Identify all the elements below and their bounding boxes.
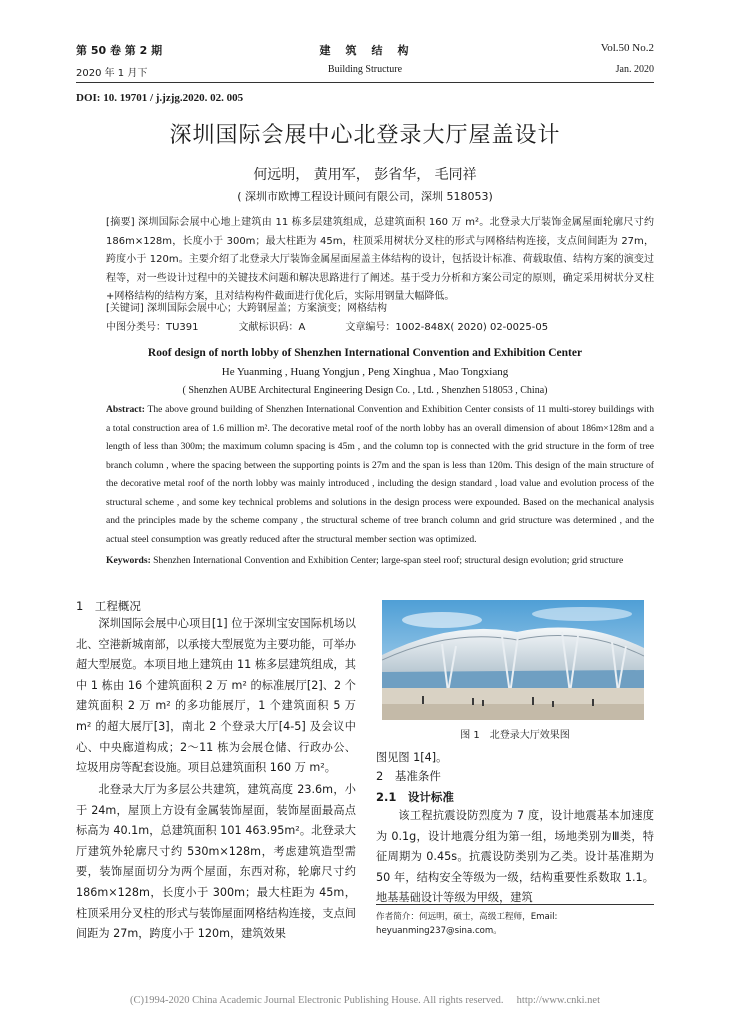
authors-cn: 何远明， 黄用军， 彭省华， 毛同祥 — [253, 167, 477, 183]
keywords-en — [106, 552, 654, 571]
lobby-rendering-illustration — [382, 600, 644, 720]
page-title: 深圳国际会展中心北登录大厅屋盖设计 — [169, 123, 561, 148]
authors-en: He Yuanming , Huang Yongjun , Peng Xinghua , Mao Tongxiang — [221, 366, 509, 378]
keywords-cn-text: 深圳国际会展中心；大跨钢屋盖；方案演变；网格结构 — [147, 303, 387, 314]
doi: DOI: 10. 19701 / j.jzjg.2020. 02. 005 — [76, 92, 244, 104]
journal-volume: 第 50 卷 第 2 期 — [76, 44, 163, 57]
journal-volume-en: Vol.50 No.2 — [600, 42, 654, 54]
header-rule — [76, 82, 654, 83]
abstract-en-text: The above ground building of Shenzhen International Convention and Exhibition Center consists of 11 multi-storey buildings with a total construction area of 1.6 million m². The decorative metal roof of the north lobby has an overall dimension of about 186m×128m and a length of less than 300m; the maximum column spacing is 45m , and the column top is connected with the grid structure in the form of tree branch column , where the spacing between the supporting points is 27m and the span is less than 120m. This design of the main structure of the decorative metal roof of the north lobby was mainly introduced , including the design standard , load value and evolution process of the structural scheme , and some key technical problems and solutions in the design process were expounded. Based on the mechanical analysis and the principles made by the scheme company , the structural scheme of tree branch column and grid structure was determined , and the actual steel consumption was greatly reduced after the structural member section was optimized. — [106, 404, 655, 545]
journal-date-en: Jan. 2020 — [615, 64, 654, 75]
classification-line: 中图分类号：TU391 文献标识码：A 文章编号：1002-848X( 2020) 02-0025-05 — [106, 322, 549, 333]
figure-1-image — [382, 600, 644, 720]
copyright-footer: (C)1994-2020 China Academic Journal Electronic Publishing House. All rights reserved. http://www.cnki.net — [130, 995, 600, 1006]
section-2-1-paragraph: 该工程抗震设防烈度为 7 度，设计地震基本加速度为 0.1g，设计地震分组为第一组，场地类别为Ⅲ类，特征周期为 0.45s。抗震设防类别为乙类。设计基准期为 50 年，结构安全等级为一级，结构重要性系数取 1.1。地基基础设计等级为甲级，建筑 — [376, 809, 654, 905]
keywords-cn-label: [关键词] — [106, 303, 144, 314]
abstract-cn-text: 深圳国际会展中心地上建筑由 11 栋多层建筑组成，总建筑面积 160 万 m²。北登录大厅装饰金属屋面轮廓尺寸约 186m×128m，长度小于 300m；最大柱距为 45m，柱顶采用树状分叉柱的形式与网格结构连接，支点间间距为 27m，跨度小于 120m。主要介绍了北登录大厅装饰金属屋面屋盖主体结构的设计，包括设计标准、荷载取值、结构方案的演变过程等，对一些设计过程中的关键技术问题和解决思路进行了阐述。基于受力分析和方案公司定的原则，确定采用树状分叉柱+网格结构的结构方案，且对结构构件截面进行优化后，实际用钢量大幅降低。 — [106, 217, 654, 303]
affiliation-en: ( Shenzhen AUBE Architectural Engineering Design Co. , Ltd. , Shenzhen 518053 , China) — [182, 385, 548, 396]
journal-name-en: Building Structure — [327, 64, 403, 75]
keywords-en-label: Keywords: — [106, 555, 151, 566]
abstract-cn-label: [摘要] — [106, 217, 135, 228]
keywords-en-text: Shenzhen International Convention and Exhibition Center; large-span steel roof; structural design evolution; grid structure — [153, 555, 624, 566]
journal-name-cn: 建 筑 结 构 — [319, 44, 411, 57]
abstract-en-label: Abstract: — [106, 404, 145, 415]
section-1-paragraph-2: 北登录大厅为多层公共建筑，建筑高度 23.6m，小于 24m，屋顶上方设有金属装饰屋面，装饰屋面最高点标高为 40.1m，总建筑面积 101 463.95m²。北登录大厅建筑外轮廓尺寸约 530m×128m，考虑建筑造型需要，装饰屋面切分为两个屋面，东西对称，轮廓尺寸约 186m×128m，长度小于 300m；最大柱距为 45m，柱顶采用分叉柱的形式与装饰屋面网格结构连接，支点间间距为 27m，跨度小于 120m，建筑效果 — [76, 783, 356, 941]
section-2-heading: 2 基准条件 — [376, 769, 441, 783]
keywords-cn — [106, 300, 654, 319]
figure-1-caption: 图 1 北登录大厅效果图 — [460, 730, 570, 741]
section-1-heading: 1 工程概况 — [76, 599, 141, 613]
title-en: Roof design of north lobby of Shenzhen International Convention and Exhibition Center — [147, 347, 583, 359]
section-1-paragraph-1: 深圳国际会展中心项目[1] 位于深圳宝安国际机场以北、空港新城南部，以承接大型展览为主要功能，可举办超大型展览。本项目地上建筑由 11 栋多层建筑组成，其中 1 栋由 16 个建筑面积 2 万 m² 的标准展厅[2]、2 个建筑面积 2 万 m² 的多功能展厅，1 个建筑面积 5 万 m² 的超大展厅[3]，南北 2 个登录大厅[4-5] 及会议中心、中央廊道构成；2～11 栋为会展仓储、行政办公、垃圾用房等配套设施。项目总建筑面积 160 万 m²。 — [76, 617, 356, 775]
section-2-1-heading: 2.1 设计标准 — [376, 790, 454, 804]
footnote-rule — [376, 904, 654, 905]
author-note: 作者简介：何远明，硕士，高级工程师，Email: heyuanming237@sina.com。 — [376, 912, 558, 936]
journal-date-cn: 2020 年 1 月下 — [76, 68, 148, 79]
abstract-cn — [106, 214, 654, 307]
affiliation-cn: ( 深圳市欧博工程设计顾问有限公司，深圳 518053) — [237, 190, 493, 203]
abstract-en — [106, 401, 654, 549]
figure-reference: 图见图 1[4]。 — [376, 751, 448, 764]
